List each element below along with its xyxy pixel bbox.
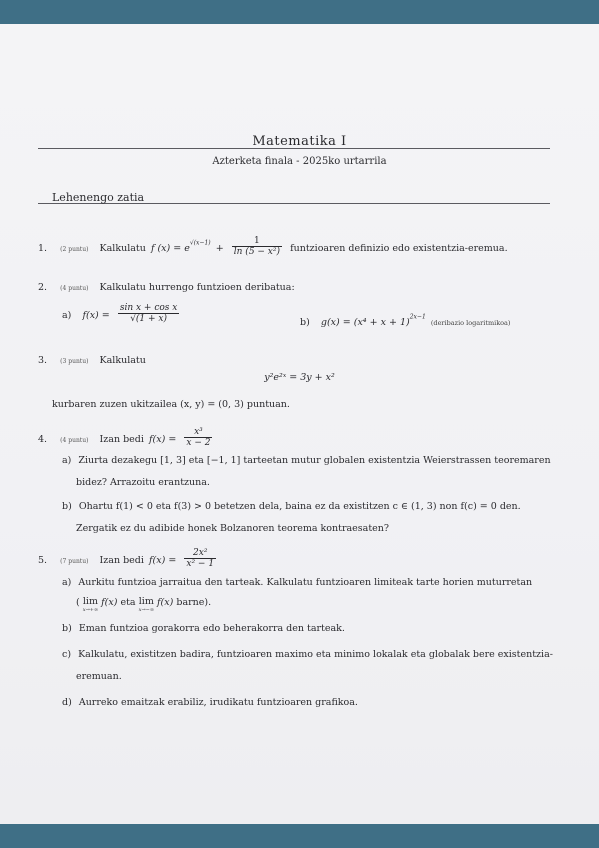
problem-4b: b) Ohartu f(1) < 0 eta f(3) > 0 betetzen dela, baina ez da existitzen c ∈ (1, 3) non f(c) = 0 den. Zergatik ez du adibide honek Bolzanoren teorema kontraesaten? — [62, 501, 521, 534]
problem-number: 5. — [38, 555, 48, 566]
problem-5b: b) Eman funtzioa gorakorra edo beherakorra den tarteak. — [62, 623, 345, 634]
problem-3-text: kurbaren zuzen ukitzailea (x, y) = (0, 3) puntuan. — [52, 399, 290, 410]
fraction: $\frac{\text{2x²}}{\text{x² − 1}}$ — [186, 548, 215, 569]
problem-number: 1. — [38, 243, 48, 254]
problem-number: 3. — [38, 355, 48, 366]
problem-2a: a) f(x) = $\frac{\text{sin x + cos x}}{√(1 + x)}$ — [62, 303, 178, 324]
problem-5c: c) Kalkulatu, existitzen badira, funtzioaren maximo eta minimo lokalak eta globalak bere existentzia- eremuan. — [62, 649, 553, 682]
fraction: $\frac{1}{\text{ln (5 − x²)}}$ — [233, 236, 280, 257]
problem-number: 2. — [38, 282, 48, 293]
problem-points: (4 puntu) — [60, 437, 89, 444]
problem-points: (2 puntu) — [60, 246, 89, 253]
function-lhs: f (x) = e — [150, 243, 190, 254]
problem-number: 4. — [38, 434, 48, 445]
exam-title: Matematika I — [252, 134, 347, 149]
problem-points: (4 puntu) — [60, 285, 89, 292]
problem-5: 5. (7 puntu) Izan bedi f(x) = $\frac{\text{2x²}}{\text{x² − 1}}$ — [38, 548, 215, 569]
problem-points: (3 puntu) — [60, 358, 89, 365]
method-note: (deribazio logaritmikoa) — [430, 319, 511, 327]
problem-2b: b) $g(x) = (x^4 + x + 1)^{2x-1}$ (deribazio logaritmikoa) — [300, 313, 511, 328]
problem-4: 4. (4 puntu) Izan bedi f(x) = $\frac{\text{x³}}{x - 2}$ — [38, 427, 211, 448]
section-title: Lehenengo zatia — [52, 191, 145, 204]
fraction: $\frac{\text{x³}}{x - 2}$ — [186, 427, 211, 448]
fraction: $\frac{\text{sin x + cos x}}{√(1 + x)}$ — [119, 303, 178, 324]
problem-5a: a) Aurkitu funtzioa jarraitua den tarteak. Kalkulatu funtzioaren limiteak tarte horien muturretan — [62, 577, 533, 588]
problem-1: 1. (2 puntu) Kalkulatu f $(x) = e^{√(x-1)}$ + $\frac{1}{\text{ln (5 − x²)}}$ funtzioaren definizio edo existentzia-eremua. — [38, 236, 508, 257]
exam-subtitle: Azterketa finala - 2025ko urtarrila — [212, 156, 387, 167]
curve-equation: y²e²ˣ = 3y + x² — [264, 372, 335, 383]
problem-4a: a) Ziurta dezakegu [1, 3] eta [−1, 1] tarteetan mutur globalen existentzia Weierstrassen teoremaren bidez? Arrazoitu erantzuna. — [62, 455, 551, 488]
problem-points: (7 puntu) — [60, 558, 89, 565]
problem-3: 3. (3 puntu) Kalkulatu — [38, 355, 146, 366]
problem-5a-limits: ( lim x→+∞ f(x) eta lim x→−∞ f(x) barne). — [76, 596, 212, 613]
problem-2: 2. (4 puntu) Kalkulatu hurrengo funtzioen deribatua: — [38, 282, 295, 293]
problem-5d: d) Aurreko emaitzak erabiliz, irudikatu funtzioaren grafikoa. — [62, 697, 358, 708]
